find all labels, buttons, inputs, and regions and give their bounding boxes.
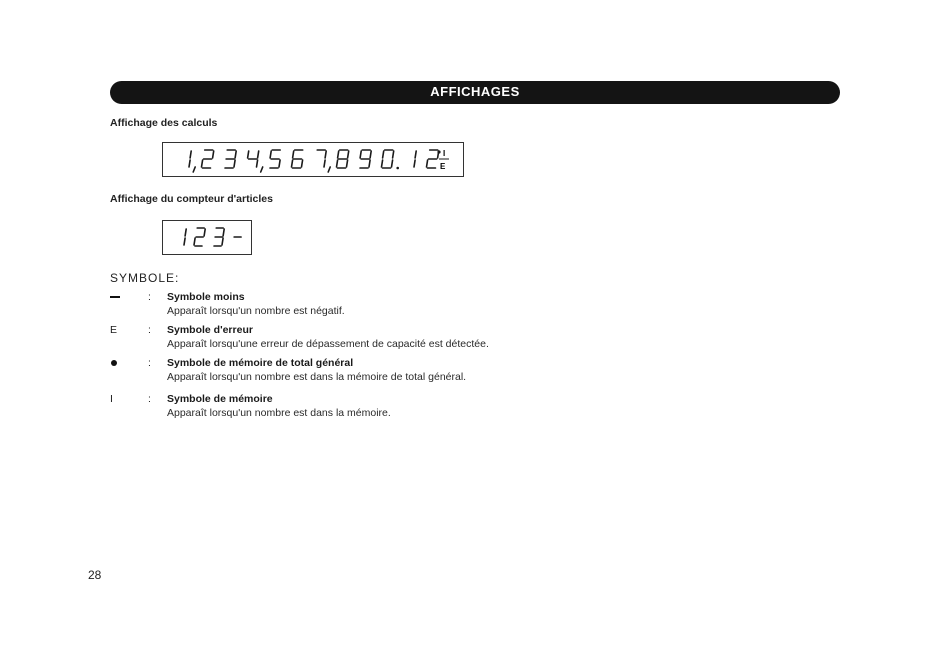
symbol-title: Symbole de mémoire — [167, 393, 273, 405]
lcd-segment — [382, 160, 383, 167]
lcd-segment — [427, 160, 428, 167]
symbol-title: Symbole moins — [167, 291, 245, 303]
lcd-segment — [347, 160, 348, 167]
lcd-segment — [383, 151, 384, 158]
counter-display-label: Affichage du compteur d'articles — [110, 193, 273, 205]
lcd-segment — [257, 160, 258, 167]
symbols-heading: SYMBOLE: — [110, 271, 180, 285]
symbol-colon: : — [148, 291, 151, 303]
lcd-segment — [370, 151, 371, 158]
calc-lcd-digits — [163, 143, 463, 176]
lcd-segment — [234, 160, 235, 167]
lcd-segment — [202, 160, 203, 167]
lcd-segment — [248, 151, 249, 158]
lcd-segment — [223, 229, 224, 236]
lcd-segment — [338, 151, 339, 158]
page-number: 28 — [88, 568, 102, 582]
lcd-segment — [270, 151, 271, 158]
calc-display-label: Affichage des calculs — [110, 117, 218, 129]
lcd-segment — [292, 160, 293, 167]
lcd-segment — [193, 167, 195, 172]
lcd-segment — [222, 238, 223, 245]
lcd-segment — [414, 160, 415, 167]
symbol-title: Symbole d'erreur — [167, 324, 253, 336]
symbol-colon: : — [148, 324, 151, 336]
section-banner — [110, 81, 840, 104]
lcd-segment — [393, 151, 394, 158]
lcd-segment — [369, 160, 370, 167]
lcd-segment — [293, 151, 294, 158]
counter-lcd-digits — [163, 221, 251, 254]
lcd-segment — [213, 151, 214, 158]
symbol-description: Apparaît lorsqu'un nombre est dans la mémoire. — [167, 407, 391, 419]
symbol-description: Apparaît lorsqu'une erreur de dépassement de capacité est détectée. — [167, 338, 489, 350]
symbol-colon: : — [148, 393, 151, 405]
grand-total-indicator-dot — [437, 150, 440, 153]
lcd-segment — [204, 229, 205, 236]
minus-symbol-glyph — [110, 291, 140, 303]
lcd-segment — [328, 167, 330, 172]
calc-lcd-display — [162, 142, 464, 177]
lcd-segment — [194, 238, 195, 245]
lcd-decimal-point — [396, 167, 399, 170]
counter-lcd-display — [162, 220, 252, 255]
lcd-segment — [279, 160, 280, 167]
lcd-segment — [261, 167, 263, 172]
error-indicator: E — [440, 162, 446, 171]
lcd-segment — [190, 151, 191, 158]
lcd-segment — [235, 151, 236, 158]
error-symbol-glyph: E — [110, 324, 118, 336]
lcd-segment — [392, 160, 393, 167]
lcd-segment — [348, 151, 349, 158]
lcd-segment — [258, 151, 259, 158]
lcd-segment — [189, 160, 190, 167]
symbol-description: Apparaît lorsqu'un nombre est dans la mémoire de total général. — [167, 371, 467, 383]
memory-symbol-glyph: I — [110, 393, 113, 405]
lcd-segment — [337, 160, 338, 167]
page-title: AFFICHAGES — [430, 84, 520, 99]
lcd-segment — [324, 160, 325, 167]
memory-indicator: I — [443, 149, 446, 158]
dot-symbol-glyph — [110, 357, 140, 369]
symbol-description: Apparaît lorsqu'un nombre est négatif. — [167, 305, 345, 317]
symbol-title: Symbole de mémoire de total général — [167, 357, 354, 369]
lcd-segment — [415, 151, 416, 158]
lcd-segment — [302, 160, 303, 167]
lcd-segment — [325, 151, 326, 158]
lcd-segment — [360, 151, 361, 158]
symbol-colon: : — [148, 357, 151, 369]
lcd-segment — [184, 238, 185, 245]
lcd-segment — [185, 229, 186, 236]
